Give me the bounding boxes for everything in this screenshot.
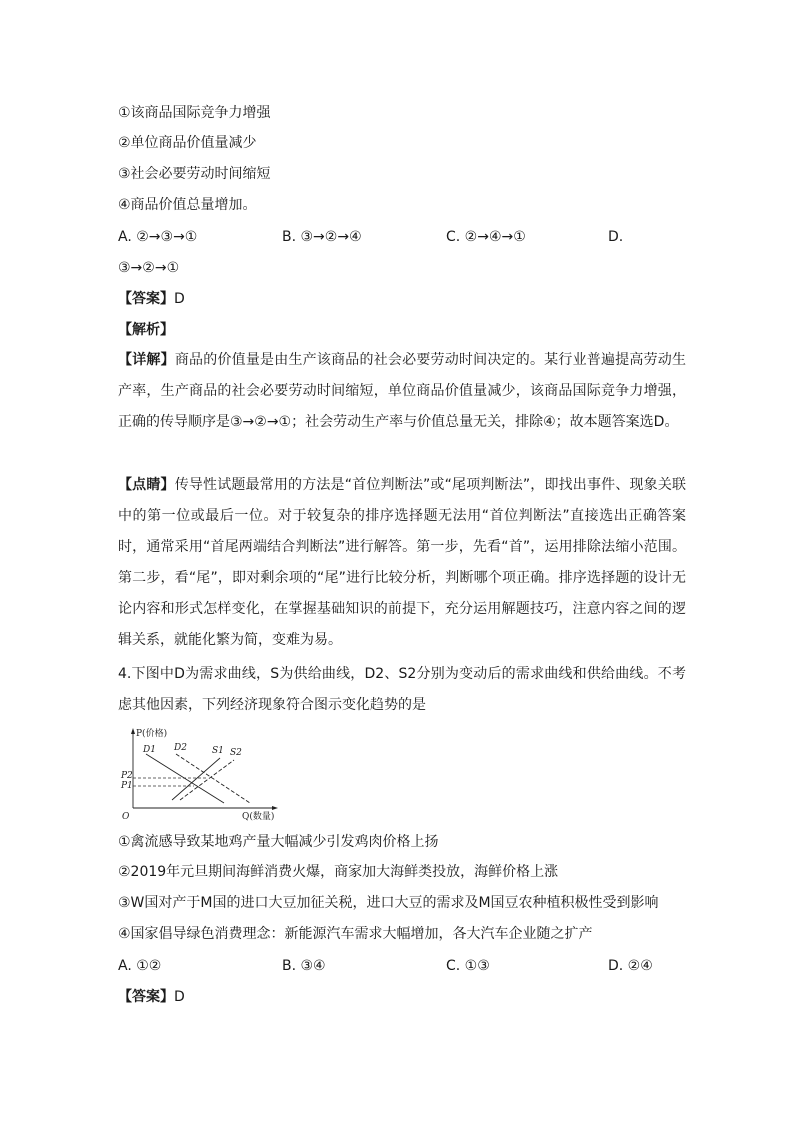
price-label-p2: P2 [121,771,133,781]
answer-tag: 【答案】 [118,291,174,307]
q4-option-a: A. ①② [118,958,162,974]
curve-label-d2: D2 [174,743,187,753]
y-axis-label: P(价格) [136,729,168,739]
q4-item-2: ②2019年元旦期间海鲜消费火爆，商家加大海鲜类投放，海鲜价格上涨 [118,864,559,880]
origin-label: O [122,812,130,822]
q4-item-1: ①禽流感导致某地鸡产量大幅减少引发鸡肉价格上扬 [118,834,439,850]
q4-item-3: ③W国对产于M国的进口大豆加征关税，进口大豆的需求及M国豆农种植积极性受到影响 [118,895,659,911]
curve-label-d1: D1 [143,745,156,755]
q3-item-2: ②单位商品价值量减少 [118,135,257,151]
detail-tag: 【详解】 [118,352,175,368]
q3-option-b: B. ③→②→④ [282,229,362,245]
answer-tag: 【答案】 [118,989,174,1005]
q3-option-d-continued: ③→②→① [118,260,180,276]
q3-analysis-tag [118,320,174,340]
supply-curve-s1 [172,758,220,800]
x-axis-arrow [272,806,278,810]
y-axis-arrow [131,728,135,734]
price-label-p1: P1 [121,781,133,791]
curve-label-s2: S2 [230,748,242,758]
q4-option-c: C. ①③ [446,958,490,974]
supply-demand-figure [116,726,286,822]
answer-value: D [174,291,185,307]
q3-option-a: A. ②→③→① [118,229,198,245]
comment-tag: 【点睛】 [118,477,175,493]
q4-option-b: B. ③④ [282,958,326,974]
q3-item-3: ③社会必要劳动时间缩短 [118,166,271,182]
q3-option-c: C. ②→④→① [446,229,526,245]
q3-option-d: D. [608,229,624,245]
q4-answer [118,987,185,1007]
q4-stem: 4.下图中D为需求曲线，S为供给曲线，D2、S2分别为变动后的需求曲线和供给曲线。不考虑其他因素，下列经济现象符合图示变化趋势的是 [118,666,686,713]
q4-option-d: D. ②④ [608,958,653,974]
q3-answer [118,289,185,309]
answer-value: D [174,989,185,1005]
q3-comment [118,470,686,656]
q3-item-1: ①该商品国际竞争力增强 [118,105,271,121]
comment-text: 传导性试题最常用的方法是“首位判断法”或“尾项判断法”，即找出事件、现象关联中的第一位或最后一位。对于较复杂的排序选择题无法用“首位判断法”直接选出正确答案时，通常采用“首尾两端结合判断法”进行解答。第一步，先看“首”，运用排除法缩小范围。第二步，看“尾”，即对剩余项的“尾”进行比较分析，判断哪个项正确。排序选择题的设计无论内容和形式怎样变化，在掌握基础知识的前提下，充分运用解题技巧，注意内容之间的逻辑关系，就能化繁为简，变难为易。 [118,477,687,648]
q4-item-4: ④国家倡导绿色消费理念：新能源汽车需求大幅增加，各大汽车企业随之扩产 [118,926,593,942]
q3-detail [118,345,686,438]
x-axis-label: Q(数量) [242,812,275,822]
analysis-tag: 【解析】 [118,322,174,338]
q3-item-4: ④商品价值总量增加。 [118,197,257,213]
curve-label-s1: S1 [212,746,224,756]
detail-text: 商品的价值量是由生产该商品的社会必要劳动时间决定的。某行业普遍提高劳动生产率，生产商品的社会必要劳动时间缩短，单位商品价值量减少，该商品国际竞争力增强，正确的传导顺序是③→②→①；社会劳动生产率与价值总量无关，排除④；故本题答案选D。 [118,352,687,430]
